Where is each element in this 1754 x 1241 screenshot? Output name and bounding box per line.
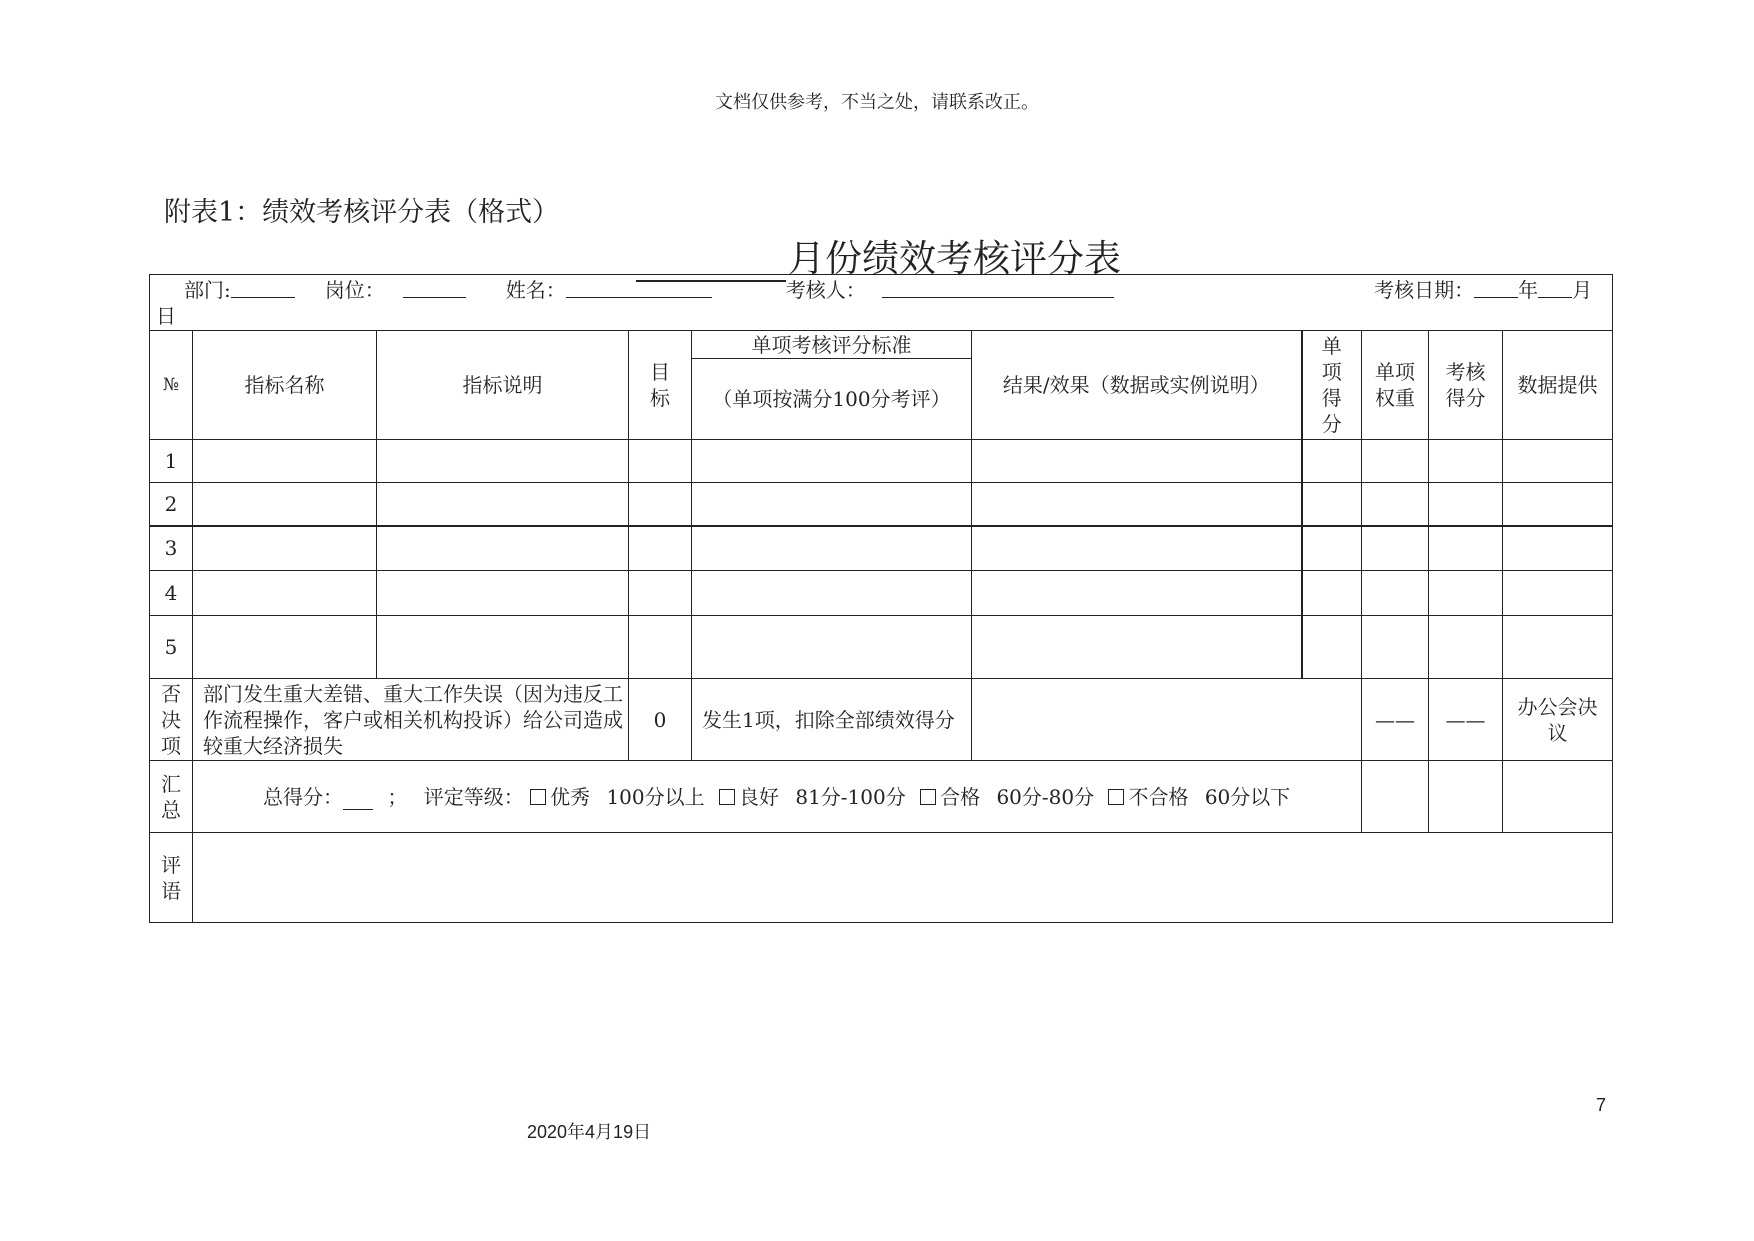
header-indicator-desc: 指标说明: [377, 331, 629, 440]
table-row: [150, 440, 1613, 483]
data-provider-cell[interactable]: [1503, 483, 1613, 526]
dept-field[interactable]: [231, 277, 295, 298]
item-weight-cell[interactable]: [1362, 616, 1429, 679]
data-provider-cell[interactable]: [1503, 440, 1613, 483]
standard-cell[interactable]: [692, 440, 972, 483]
row-number: 2: [150, 483, 193, 526]
target-cell[interactable]: [629, 440, 692, 483]
comment-row: [150, 833, 1613, 923]
header-assess-score: 考核得分: [1429, 331, 1503, 440]
header-target: 目标: [629, 331, 692, 440]
summary-weight-cell[interactable]: [1362, 761, 1429, 833]
result-cell[interactable]: [972, 483, 1302, 526]
grade-good-name: 良好: [738, 784, 779, 809]
assess-score-cell[interactable]: [1429, 526, 1503, 571]
data-provider-cell[interactable]: [1503, 571, 1613, 616]
name-field[interactable]: [566, 277, 712, 298]
result-cell[interactable]: [972, 440, 1302, 483]
summary-provider-cell[interactable]: [1503, 761, 1613, 833]
month-field[interactable]: [1538, 277, 1572, 298]
standard-cell[interactable]: [692, 571, 972, 616]
data-provider-cell[interactable]: [1503, 616, 1613, 679]
grade-pass-name: 合格: [940, 784, 981, 809]
target-cell[interactable]: [629, 483, 692, 526]
header-data-provider: 数据提供: [1503, 331, 1613, 440]
indicator-desc-cell[interactable]: [377, 483, 629, 526]
standard-cell[interactable]: [692, 526, 972, 571]
header-item-score: 单项得分: [1302, 331, 1362, 440]
comment-label: 评语: [150, 833, 193, 923]
header-row-1: [150, 331, 1613, 359]
veto-score: ——: [1429, 679, 1503, 761]
assessor-field[interactable]: [882, 277, 1114, 298]
month-label: 月: [1572, 278, 1593, 302]
total-score-field[interactable]: [343, 789, 373, 810]
table-caption: 附表1：绩效考核评分表（格式）: [164, 197, 560, 228]
data-provider-cell[interactable]: [1503, 526, 1613, 571]
assessment-table: [149, 274, 1613, 923]
year-field[interactable]: [1474, 277, 1518, 298]
indicator-desc-cell[interactable]: [377, 526, 629, 571]
indicator-desc-cell[interactable]: [377, 440, 629, 483]
table-row: [150, 616, 1613, 679]
veto-label: 否决项: [150, 679, 193, 761]
total-label: 总得分：: [263, 784, 343, 809]
assess-score-cell[interactable]: [1429, 483, 1503, 526]
result-cell[interactable]: [972, 526, 1302, 571]
checkbox-fail[interactable]: [1108, 789, 1124, 805]
grade-label: 评定等级：: [423, 784, 524, 809]
indicator-desc-cell[interactable]: [377, 571, 629, 616]
day-label: 日: [156, 304, 176, 328]
info-row: [150, 275, 1613, 331]
summary-row: [150, 761, 1613, 833]
item-score-cell[interactable]: [1302, 526, 1362, 571]
header-note: 文档仅供参考，不当之处，请联系改正。: [715, 92, 1039, 113]
item-weight-cell[interactable]: [1362, 526, 1429, 571]
header-no: №: [150, 331, 193, 440]
indicator-desc-cell[interactable]: [377, 616, 629, 679]
indicator-name-cell[interactable]: [193, 616, 377, 679]
veto-weight: ——: [1362, 679, 1429, 761]
item-score-cell[interactable]: [1302, 616, 1362, 679]
veto-target: 0: [629, 679, 692, 761]
standard-cell[interactable]: [692, 483, 972, 526]
checkbox-excellent[interactable]: [530, 789, 546, 805]
grade-excellent-name: 优秀: [550, 784, 591, 809]
target-cell[interactable]: [629, 526, 692, 571]
table-row: [150, 526, 1613, 571]
indicator-name-cell[interactable]: [193, 483, 377, 526]
indicator-name-cell[interactable]: [193, 571, 377, 616]
grade-fail-range: 60分以下: [1204, 784, 1291, 809]
assess-score-cell[interactable]: [1429, 571, 1503, 616]
item-score-cell[interactable]: [1302, 440, 1362, 483]
footer-date: 2020年4月19日: [527, 1122, 652, 1142]
row-number: 3: [150, 526, 193, 571]
item-weight-cell[interactable]: [1362, 440, 1429, 483]
page-number: 7: [1596, 1095, 1607, 1115]
grade-excellent-range: 100分以上: [606, 784, 705, 809]
row-number: 4: [150, 571, 193, 616]
comment-field[interactable]: [193, 833, 1613, 923]
target-cell[interactable]: [629, 616, 692, 679]
veto-description: 部门发生重大差错、重大工作失误（因为违反工作流程操作，客户或相关机构投诉）给公司造成较重大经济损失: [193, 679, 629, 761]
date-label: 考核日期：: [1374, 278, 1475, 302]
assess-score-cell[interactable]: [1429, 440, 1503, 483]
row-number: 1: [150, 440, 193, 483]
header-indicator-name: 指标名称: [193, 331, 377, 440]
grade-pass-range: 60分-80分: [996, 784, 1095, 809]
grade-good-range: 81分-100分: [795, 784, 906, 809]
header-standard-title: 单项考核评分标准: [692, 331, 972, 359]
assessor-label: 考核人：: [785, 278, 866, 302]
summary-label: 汇总: [150, 761, 193, 833]
header-item-weight: 单项权重: [1362, 331, 1429, 440]
veto-result-cell[interactable]: [972, 679, 1362, 761]
table-row: [150, 483, 1613, 526]
standard-cell[interactable]: [692, 616, 972, 679]
indicator-name-cell[interactable]: [193, 526, 377, 571]
grade-fail-name: 不合格: [1128, 784, 1189, 809]
title-text: 月份绩效考核评分表: [788, 237, 1121, 280]
checkbox-good[interactable]: [719, 789, 735, 805]
result-cell[interactable]: [972, 571, 1302, 616]
header-standard-note: （单项按满分100分考评）: [692, 359, 972, 440]
header-result: 结果/效果（数据或实例说明）: [972, 331, 1302, 440]
separator: ；: [387, 784, 408, 809]
veto-provider: 办公会决议: [1503, 679, 1613, 761]
veto-row: [150, 679, 1613, 761]
item-score-cell[interactable]: [1302, 483, 1362, 526]
result-cell[interactable]: [972, 616, 1302, 679]
assess-score-cell[interactable]: [1429, 616, 1503, 679]
name-label: 姓名：: [505, 278, 566, 302]
position-label: 岗位：: [324, 278, 385, 302]
item-weight-cell[interactable]: [1362, 483, 1429, 526]
dept-label: 部门:: [184, 278, 231, 302]
row-number: 5: [150, 616, 193, 679]
year-label: 年: [1518, 278, 1539, 302]
item-score-cell[interactable]: [1302, 571, 1362, 616]
checkbox-pass[interactable]: [920, 789, 936, 805]
summary-content: [193, 761, 1362, 833]
veto-standard: 发生1项，扣除全部绩效得分: [692, 679, 972, 761]
table-row: [150, 571, 1613, 616]
indicator-name-cell[interactable]: [193, 440, 377, 483]
summary-score-cell[interactable]: [1429, 761, 1503, 833]
item-weight-cell[interactable]: [1362, 571, 1429, 616]
position-field[interactable]: [403, 277, 466, 298]
target-cell[interactable]: [629, 571, 692, 616]
